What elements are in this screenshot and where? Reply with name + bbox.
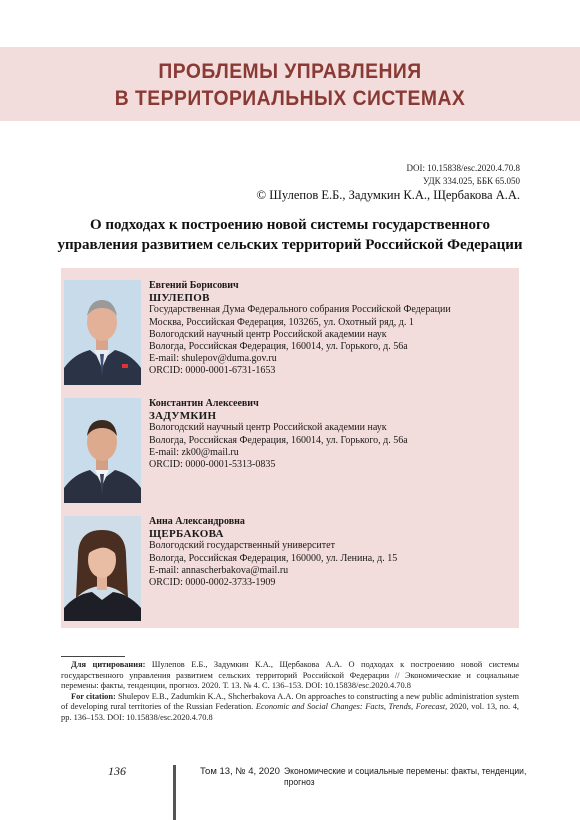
citation-ru xyxy=(61,660,519,692)
author-card xyxy=(61,504,519,622)
citation-en-text: Shulepov E.B., Zadumkin K.A., Shcherbakova A.A. On approaches to constructing a new public administration system of developing rural territories of the Russian Federation. xyxy=(61,691,520,712)
author-info xyxy=(149,516,519,589)
footnote-divider xyxy=(61,656,125,657)
author-card xyxy=(61,268,519,386)
citation-block xyxy=(61,660,519,724)
citation-en-label: For citation: xyxy=(71,691,116,701)
author-surname: ЩЕРБАКОВА xyxy=(149,528,224,541)
author-given-name: Евгений Борисович xyxy=(149,280,239,291)
citation-en-journal: Economic and Social Changes: Facts, Trends, Forecast xyxy=(255,702,446,712)
author-email: E-mail: zk00@mail.ru xyxy=(149,446,239,458)
author-orcid: ORCID: 0000-0001-6731-1653 xyxy=(149,365,276,377)
article-title-line1: О подходах к построению новой системы государственного xyxy=(89,217,490,233)
author-orcid: ORCID: 0000-0001-5313-0835 xyxy=(149,459,276,471)
journal-name: Экономические и социальные перемены: факты, тенденции, прогноз xyxy=(284,766,527,788)
author-address: Вологда, Российская Федерация, 160014, ул. Горького, д. 56а xyxy=(149,434,408,446)
authors-panel xyxy=(61,268,519,628)
author-address: Вологда, Российская Федерация, 160000, ул. Ленина, д. 15 xyxy=(149,552,398,564)
article-title-line2: управления развитием сельских территорий Российской Федерации xyxy=(57,237,523,253)
author-affiliation: Вологодский государственный университет xyxy=(149,540,335,552)
page-number: 136 xyxy=(108,764,126,778)
section-banner xyxy=(0,47,580,121)
copyright: © Шулепов Е.Б., Задумкин К.А., Щербакова А.А. xyxy=(256,188,520,202)
author-orcid: ORCID: 0000-0002-3733-1909 xyxy=(149,577,276,589)
journal-volume: Том 13, № 4, 2020 xyxy=(200,766,280,777)
author-given-name: Анна Александровна xyxy=(149,516,245,527)
doi: DOI: 10.15838/esc.2020.4.70.8 xyxy=(406,163,520,173)
section-title-line2: В ТЕРРИТОРИАЛЬНЫХ СИСТЕМАХ xyxy=(114,87,466,110)
citation-en-details: , 2020, vol. 13, no. 4, pp. 136–153. DOI: 10.15838/esc.2020.4.70.8 xyxy=(61,702,520,722)
author-email: E-mail: shulepov@duma.gov.ru xyxy=(149,353,277,365)
author-given-name: Константин Алексеевич xyxy=(149,398,259,409)
author-affiliation: Вологодский научный центр Российской академии наук xyxy=(149,328,387,340)
author-affiliation: Государственная Дума Федерального собрания Российской Федерации xyxy=(149,304,451,316)
author-affiliation: Вологодский научный центр Российской академии наук xyxy=(149,422,387,434)
author-surname: ЗАДУМКИН xyxy=(149,410,217,423)
footer-divider xyxy=(173,765,176,820)
author-info xyxy=(149,280,519,378)
author-email: E-mail: annascherbakova@mail.ru xyxy=(149,564,289,576)
author-address: Москва, Российская Федерация, 103265, ул. Охотный ряд, д. 1 xyxy=(149,316,414,328)
author-address: Вологда, Российская Федерация, 160014, ул. Горького, д. 56а xyxy=(149,341,408,353)
author-info xyxy=(149,398,519,471)
author-photo xyxy=(64,280,141,385)
author-photo xyxy=(64,516,141,621)
section-title-line1: ПРОБЛЕМЫ УПРАВЛЕНИЯ xyxy=(158,60,422,83)
article-title xyxy=(40,215,540,255)
author-card xyxy=(61,386,519,504)
author-photo xyxy=(64,398,141,503)
citation-ru-label: Для цитирования: xyxy=(71,660,146,669)
citation-ru-text: Шулепов Е.Б., Задумкин К.А., Щербакова А.А. О подходах к построению новой системы государственного управления развитием сельских территорий Российской Федерации // Экономические и социальные перемены: факты, тенденции, прогноз. 2020. Т. 13. № 4. С. 136–153. DOI: 10.15838/esc.2020.4.70.8 xyxy=(61,660,520,691)
author-surname: ШУЛЕПОВ xyxy=(149,292,210,305)
citation-en xyxy=(61,692,519,724)
udk: УДК 334.025, ББК 65.050 xyxy=(423,176,520,186)
